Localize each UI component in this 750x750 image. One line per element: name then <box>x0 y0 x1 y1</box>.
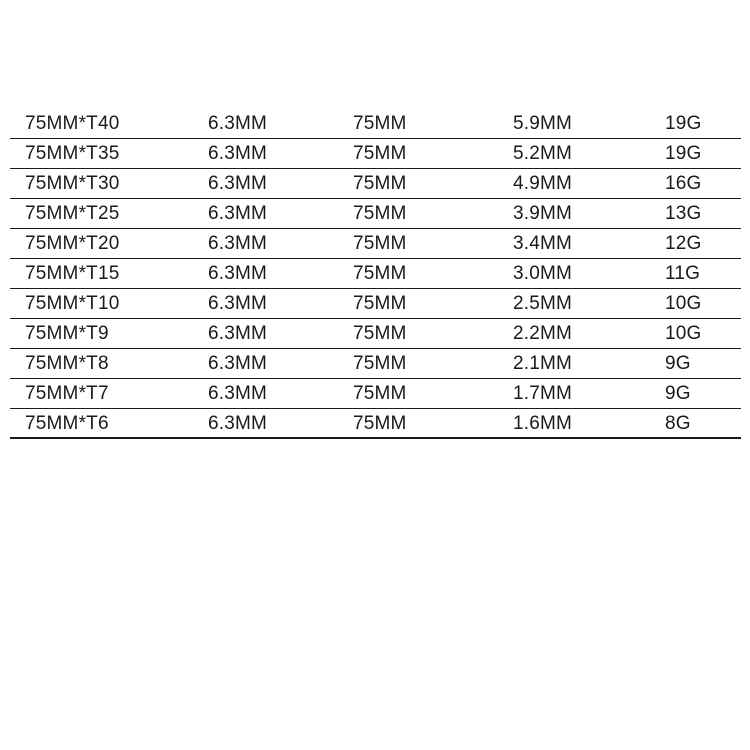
table-row <box>10 140 741 169</box>
cell-length: 75MM <box>353 323 407 344</box>
cell-weight: 10G <box>665 293 702 314</box>
table-row <box>10 260 741 289</box>
cell-shank: 6.3MM <box>208 113 268 134</box>
cell-shank: 6.3MM <box>208 233 268 254</box>
cell-length: 75MM <box>353 413 407 434</box>
cell-tip-size: 3.9MM <box>513 203 573 224</box>
cell-length: 75MM <box>353 143 407 164</box>
cell-model: 75MM*T20 <box>25 233 120 254</box>
cell-shank: 6.3MM <box>208 383 268 404</box>
cell-weight: 12G <box>665 233 702 254</box>
cell-length: 75MM <box>353 353 407 374</box>
cell-tip-size: 1.7MM <box>513 383 573 404</box>
cell-model: 75MM*T8 <box>25 353 109 374</box>
table-row <box>10 410 741 439</box>
cell-weight: 10G <box>665 323 702 344</box>
cell-weight: 11G <box>665 263 701 284</box>
cell-shank: 6.3MM <box>208 143 268 164</box>
cell-model: 75MM*T30 <box>25 173 120 194</box>
cell-shank: 6.3MM <box>208 323 268 344</box>
table-row <box>10 320 741 349</box>
cell-tip-size: 2.2MM <box>513 323 573 344</box>
cell-weight: 9G <box>665 353 691 374</box>
cell-shank: 6.3MM <box>208 203 268 224</box>
table-row <box>10 110 741 139</box>
table-row <box>10 380 741 409</box>
table-row <box>10 170 741 199</box>
cell-model: 75MM*T6 <box>25 413 109 434</box>
cell-model: 75MM*T25 <box>25 203 120 224</box>
cell-tip-size: 5.9MM <box>513 113 573 134</box>
cell-shank: 6.3MM <box>208 353 268 374</box>
cell-tip-size: 4.9MM <box>513 173 573 194</box>
cell-tip-size: 2.1MM <box>513 353 573 374</box>
table-row <box>10 290 741 319</box>
cell-weight: 19G <box>665 113 702 134</box>
cell-tip-size: 3.0MM <box>513 263 573 284</box>
cell-length: 75MM <box>353 293 407 314</box>
cell-tip-size: 2.5MM <box>513 293 573 314</box>
cell-shank: 6.3MM <box>208 173 268 194</box>
cell-model: 75MM*T35 <box>25 143 120 164</box>
cell-length: 75MM <box>353 383 407 404</box>
cell-shank: 6.3MM <box>208 413 268 434</box>
cell-model: 75MM*T7 <box>25 383 109 404</box>
cell-length: 75MM <box>353 203 407 224</box>
cell-weight: 16G <box>665 173 702 194</box>
cell-length: 75MM <box>353 233 407 254</box>
table-row <box>10 200 741 229</box>
cell-tip-size: 3.4MM <box>513 233 573 254</box>
table-row <box>10 230 741 259</box>
cell-tip-size: 5.2MM <box>513 143 573 164</box>
cell-shank: 6.3MM <box>208 293 268 314</box>
cell-model: 75MM*T15 <box>25 263 120 284</box>
cell-weight: 9G <box>665 383 691 404</box>
cell-weight: 8G <box>665 413 691 434</box>
cell-length: 75MM <box>353 113 407 134</box>
cell-model: 75MM*T9 <box>25 323 109 344</box>
cell-shank: 6.3MM <box>208 263 268 284</box>
table-row <box>10 350 741 379</box>
spec-table <box>10 110 741 439</box>
cell-length: 75MM <box>353 173 407 194</box>
cell-model: 75MM*T40 <box>25 113 120 134</box>
cell-weight: 13G <box>665 203 702 224</box>
cell-weight: 19G <box>665 143 702 164</box>
cell-length: 75MM <box>353 263 407 284</box>
cell-tip-size: 1.6MM <box>513 413 573 434</box>
cell-model: 75MM*T10 <box>25 293 120 314</box>
